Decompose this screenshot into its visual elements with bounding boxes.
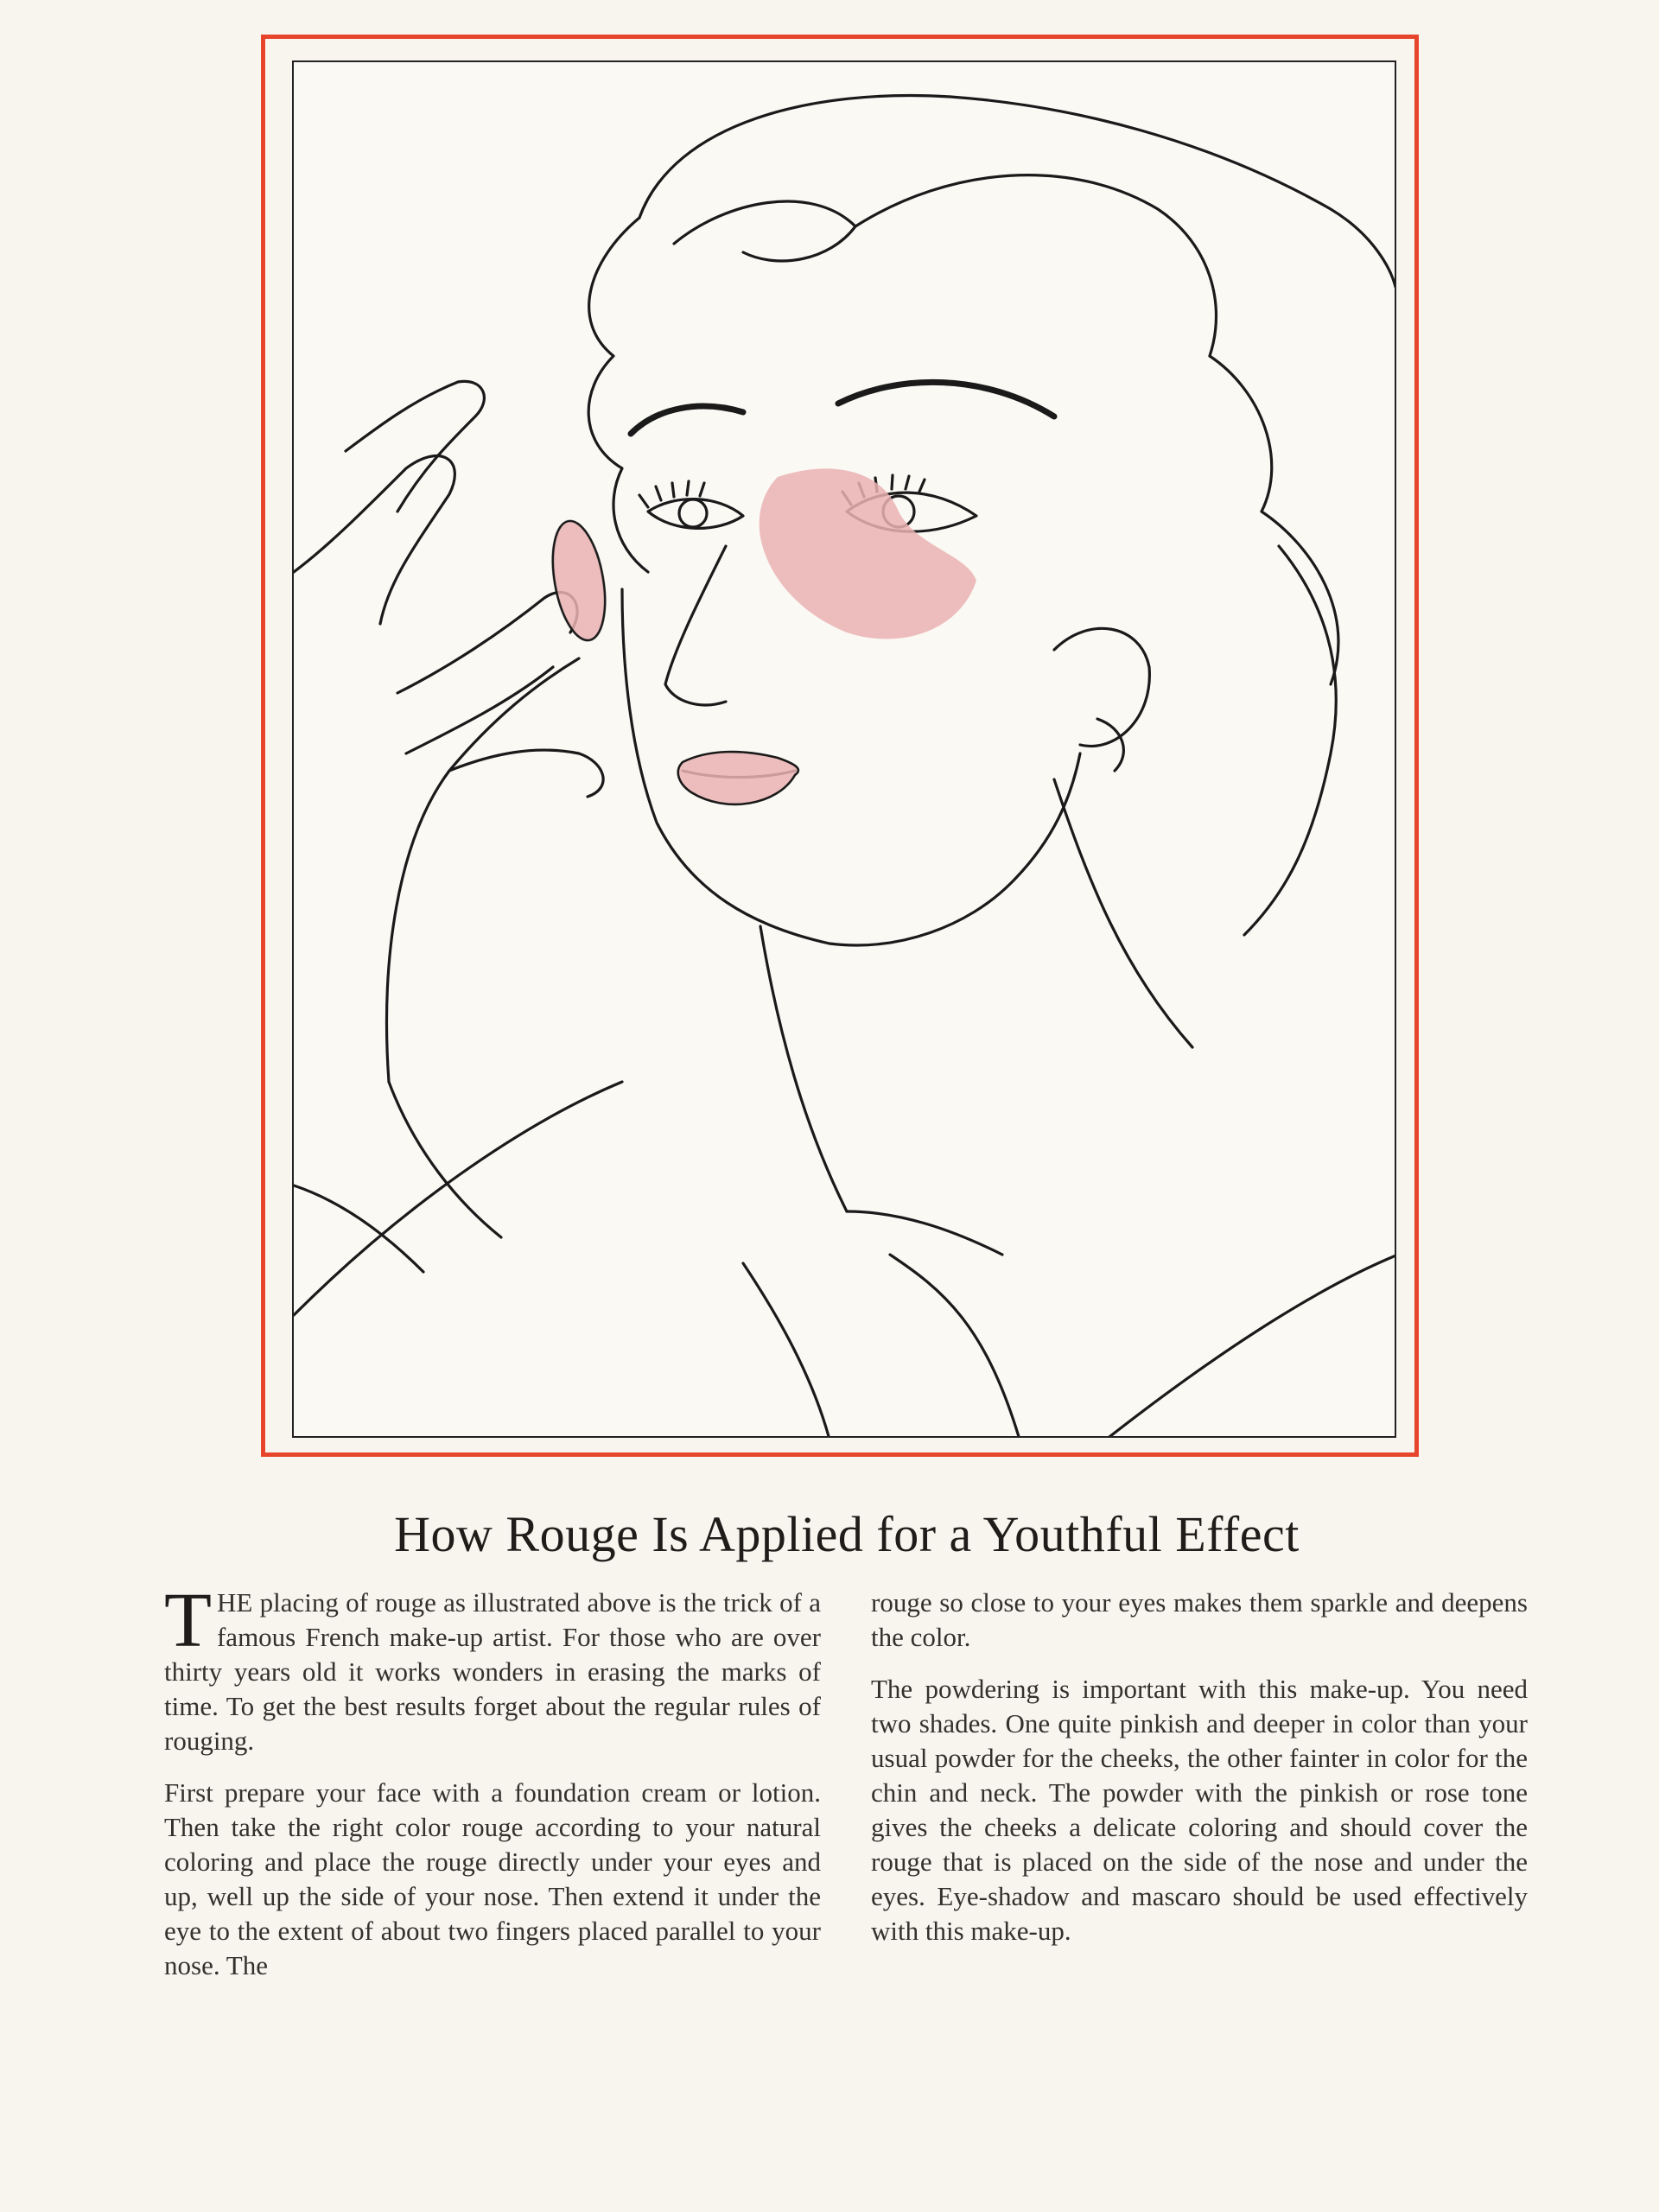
shoulder-right	[1106, 1255, 1396, 1438]
hair-back	[1244, 546, 1336, 935]
article-title: How Rouge Is Applied for a Youthful Effect	[394, 1506, 1300, 1562]
paragraph-intro-text: HE placing of rouge as illustrated above is the trick of a famous French make-up artist. For those who are over thirty years old it works wonders in erasing the marks of time. To get the best results forget about the regular rules of rouging.	[164, 1587, 821, 1756]
rouge-patch	[760, 468, 976, 639]
finger-middle	[346, 381, 484, 512]
text-column-right	[871, 1586, 1528, 1966]
rouge-illustration	[294, 62, 1396, 1438]
thumb	[449, 750, 603, 797]
nose	[665, 546, 726, 705]
left-iris	[679, 499, 707, 527]
paragraph-powdering: The powdering is important with this make-up. You need two shades. One quite pinkish and deeper in color than your usual powder for the cheeks, the other fainter in color for the chin and neck. The powder with the pinkish or rose tone gives the cheeks a delicate coloring and should cover the rouge that is placed on the side of the nose and under the eyes. Eye-shadow and mascaro should be used effectively with this make-up.	[871, 1674, 1528, 1946]
hair-right	[1210, 356, 1338, 684]
hair-wave-left	[588, 218, 648, 572]
left-eye	[648, 499, 743, 529]
illustration-panel	[292, 60, 1396, 1438]
dress-strap-left	[743, 1263, 830, 1438]
finger-pinky	[406, 667, 553, 753]
dress-strap-right	[890, 1255, 1020, 1438]
finger-index	[294, 456, 454, 624]
shoulder-left	[294, 1082, 622, 1315]
text-column-left	[164, 1578, 821, 2000]
ear	[1054, 628, 1149, 746]
paragraph-intro	[164, 1578, 821, 1758]
chest	[847, 1211, 1002, 1255]
arm	[294, 1185, 423, 1272]
neck-right	[1054, 779, 1192, 1047]
hair-inner	[855, 175, 1217, 356]
left-eyebrow	[631, 406, 743, 434]
neck-left	[760, 926, 847, 1211]
paragraph-continuation: rouge so close to your eyes makes them sparkle and deepens the color.	[871, 1587, 1528, 1652]
lashes-left	[639, 481, 704, 507]
right-eyebrow	[838, 382, 1054, 416]
paragraph-foundation: First prepare your face with a foundation cream or lotion. Then take the right color rouge according to your natural coloring and place the rouge directly under your eyes and up, well up the side of your nose. Then extend it under the eye to the extent of about two fingers placed parallel to your nose. The	[164, 1777, 821, 1980]
hair-outline	[639, 96, 1395, 287]
hand-palm	[387, 658, 579, 1082]
hair-curl	[674, 201, 855, 261]
drop-cap: T	[164, 1578, 212, 1663]
